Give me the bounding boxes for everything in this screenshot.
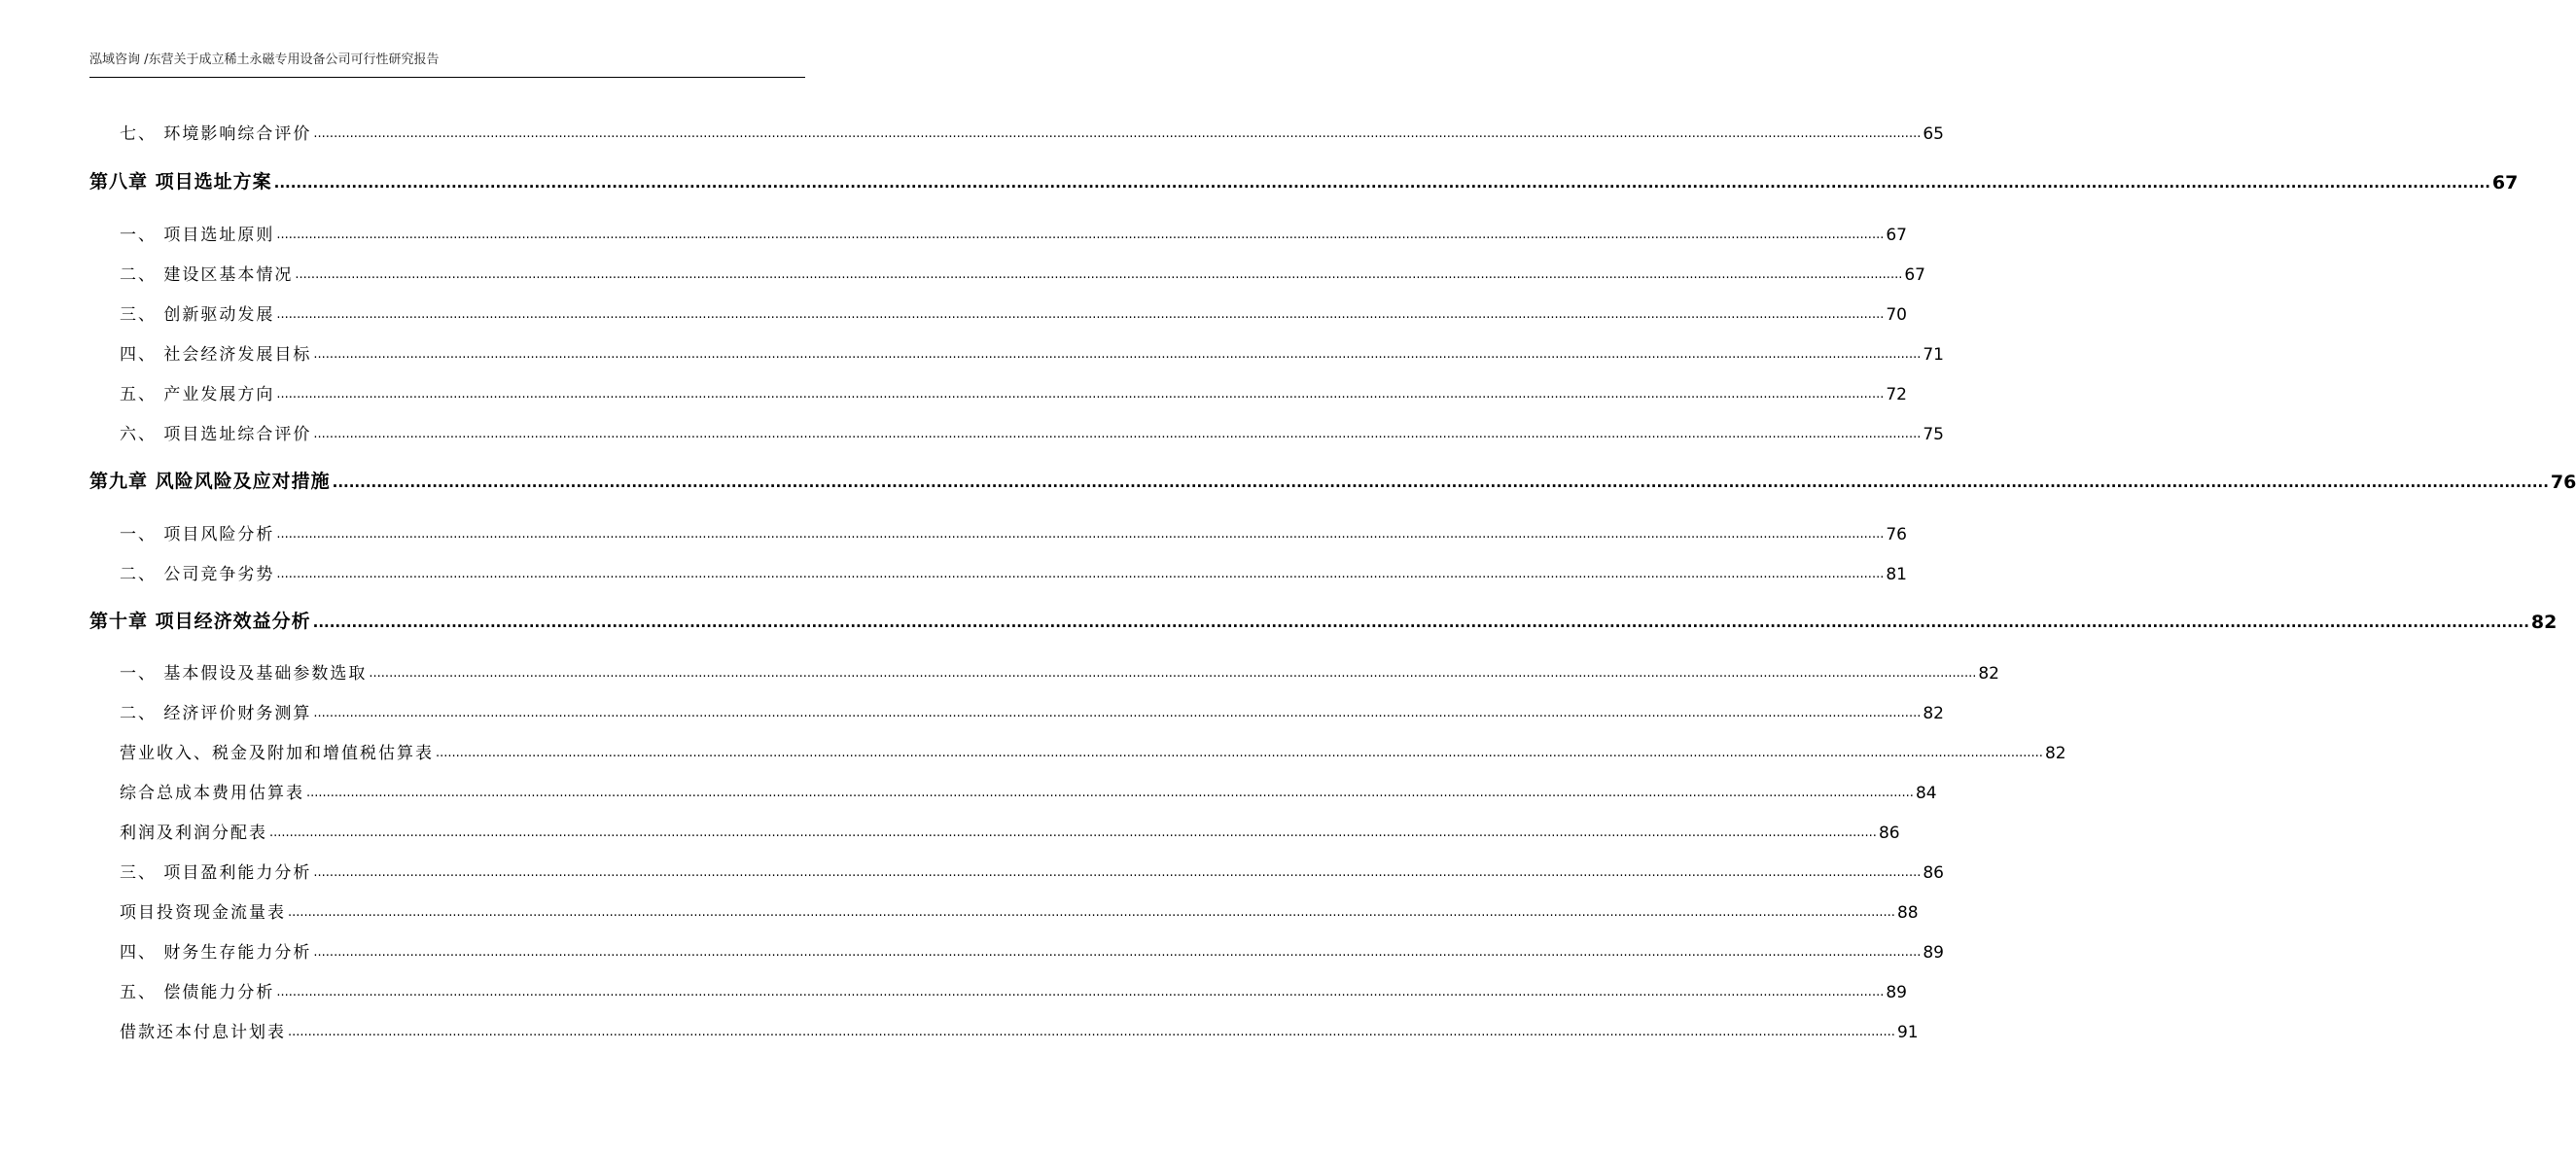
toc-page-number: 76: [2550, 472, 2576, 493]
toc-entry-label: 综合总成本费用估算表: [120, 784, 304, 803]
toc-page-number: 82: [1978, 664, 1999, 684]
toc-dot-leader: ................................................................................................................................................................................................................................................................................................................................................................................................................: [332, 474, 2549, 491]
toc-section-entry[interactable]: [89, 557, 1907, 584]
toc-section-entry[interactable]: [89, 656, 1999, 684]
toc-dot-leader: ................................................................................................................................................................................................................................................................................................................................................................................................................: [276, 985, 1885, 1000]
toc-section-entry[interactable]: [89, 696, 1944, 723]
toc-entry-label: 四、 社会经济发展目标: [120, 345, 312, 365]
toc-section-entry[interactable]: [89, 935, 1944, 963]
toc-section-entry[interactable]: [89, 975, 1907, 1002]
toc-dot-leader: ................................................................................................................................................................................................................................................................................................................................................................................................................: [276, 387, 1885, 402]
toc-dot-leader: ................................................................................................................................................................................................................................................................................................................................................................................................................: [276, 527, 1885, 542]
toc-entry-label: 五、 偿债能力分析: [120, 983, 275, 1002]
toc-chapter-entry[interactable]: [89, 606, 2558, 633]
toc-dot-leader: ................................................................................................................................................................................................................................................................................................................................................................................................................: [369, 666, 1977, 681]
toc-page-number: 67: [1904, 265, 1925, 285]
toc-page-number: 75: [1923, 425, 1944, 444]
toc-page-number: 82: [1923, 704, 1944, 723]
toc-page-number: 91: [1896, 1023, 1919, 1042]
toc-dot-leader: ................................................................................................................................................................................................................................................................................................................................................................................................................: [313, 706, 1922, 720]
toc-entry-label: 营业收入、税金及附加和增值税估算表: [120, 744, 434, 763]
toc-entry-label: 二、 建设区基本情况: [120, 265, 294, 285]
toc-section-entry[interactable]: [89, 856, 1944, 883]
toc-page-number: 82: [2530, 612, 2558, 633]
toc-entry-label: 三、 项目盈利能力分析: [120, 863, 312, 883]
toc-dot-leader: ................................................................................................................................................................................................................................................................................................................................................................................................................: [276, 567, 1885, 581]
toc-page-number: 70: [1886, 305, 1907, 325]
toc-page-number: 88: [1896, 903, 1919, 923]
toc-dot-leader: ................................................................................................................................................................................................................................................................................................................................................................................................................: [313, 126, 1922, 141]
toc-section-entry[interactable]: [89, 117, 1944, 144]
toc-entry-label: 一、 项目选址原则: [120, 226, 275, 245]
toc-entry-label: 六、 项目选址综合评价: [120, 425, 312, 444]
toc-page-number: 81: [1886, 565, 1907, 584]
toc-entry-label: 借款还本付息计划表: [120, 1023, 286, 1042]
toc-section-entry[interactable]: [89, 736, 2066, 763]
toc-entry-label: 第九章 风险风险及应对措施: [89, 471, 331, 492]
toc-dot-leader: ................................................................................................................................................................................................................................................................................................................................................................................................................: [306, 786, 1914, 800]
toc-dot-leader: ................................................................................................................................................................................................................................................................................................................................................................................................................: [312, 614, 2529, 631]
toc-entry-label: 项目投资现金流量表: [120, 903, 286, 923]
toc-section-entry[interactable]: [89, 816, 1900, 843]
toc-page-number: 86: [1923, 863, 1944, 883]
toc-dot-leader: ................................................................................................................................................................................................................................................................................................................................................................................................................: [269, 825, 1877, 840]
toc-entry-label: 第十章 项目经济效益分析: [89, 611, 311, 632]
toc-section-entry[interactable]: [89, 258, 1925, 285]
toc-entry-label: 利润及利润分配表: [120, 824, 267, 843]
toc-section-entry[interactable]: [89, 776, 1937, 803]
toc-page-number: 67: [2491, 172, 2519, 193]
toc-page-number: 89: [1923, 943, 1944, 963]
toc-section-entry[interactable]: [89, 895, 1919, 923]
toc-chapter-entry[interactable]: [89, 166, 2519, 193]
toc-dot-leader: ................................................................................................................................................................................................................................................................................................................................................................................................................: [295, 267, 1903, 282]
toc-dot-leader: ................................................................................................................................................................................................................................................................................................................................................................................................................: [273, 174, 2490, 192]
toc-page-number: 82: [2044, 744, 2066, 763]
toc-dot-leader: ................................................................................................................................................................................................................................................................................................................................................................................................................: [436, 746, 2043, 760]
toc-dot-leader: ................................................................................................................................................................................................................................................................................................................................................................................................................: [276, 228, 1885, 242]
toc-page-number: 89: [1886, 983, 1907, 1002]
toc-entry-label: 第八章 项目选址方案: [89, 171, 272, 193]
toc-section-entry[interactable]: [89, 298, 1907, 325]
toc-dot-leader: ................................................................................................................................................................................................................................................................................................................................................................................................................: [313, 945, 1922, 960]
toc-chapter-entry[interactable]: [89, 466, 2576, 493]
toc-page-number: 67: [1886, 226, 1907, 245]
toc-entry-label: 四、 财务生存能力分析: [120, 943, 312, 963]
toc-entry-label: 二、 公司竞争劣势: [120, 565, 275, 584]
toc-page-number: 76: [1886, 525, 1907, 544]
toc-page-number: 86: [1878, 824, 1900, 843]
toc-dot-leader: ................................................................................................................................................................................................................................................................................................................................................................................................................: [313, 427, 1922, 441]
toc-page-number: 65: [1923, 124, 1944, 144]
toc-dot-leader: ................................................................................................................................................................................................................................................................................................................................................................................................................: [288, 1025, 1895, 1039]
toc-dot-leader: ................................................................................................................................................................................................................................................................................................................................................................................................................: [313, 865, 1922, 880]
toc-entry-label: 一、 项目风险分析: [120, 525, 275, 544]
toc-section-entry[interactable]: [89, 218, 1907, 245]
toc-section-entry[interactable]: [89, 337, 1944, 365]
toc-dot-leader: ................................................................................................................................................................................................................................................................................................................................................................................................................: [276, 307, 1885, 322]
toc-page-number: 71: [1923, 345, 1944, 365]
page-header: 泓域咨询 /东营关于成立稀土永磁专用设备公司可行性研究报告: [89, 53, 440, 67]
toc-section-entry[interactable]: [89, 377, 1907, 404]
toc-section-entry[interactable]: [89, 1015, 1919, 1042]
toc-entry-label: 一、 基本假设及基础参数选取: [120, 664, 368, 684]
toc-dot-leader: ................................................................................................................................................................................................................................................................................................................................................................................................................: [288, 905, 1895, 920]
toc-entry-label: 二、 经济评价财务测算: [120, 704, 312, 723]
toc-entry-label: 三、 创新驱动发展: [120, 305, 275, 325]
toc-page-number: 84: [1915, 784, 1937, 803]
toc-entry-label: 五、 产业发展方向: [120, 385, 275, 404]
toc-page-number: 72: [1886, 385, 1907, 404]
toc-section-entry[interactable]: [89, 417, 1944, 444]
toc-dot-leader: ................................................................................................................................................................................................................................................................................................................................................................................................................: [313, 347, 1922, 362]
toc-entry-label: 七、 环境影响综合评价: [120, 124, 312, 144]
toc-section-entry[interactable]: [89, 517, 1907, 544]
